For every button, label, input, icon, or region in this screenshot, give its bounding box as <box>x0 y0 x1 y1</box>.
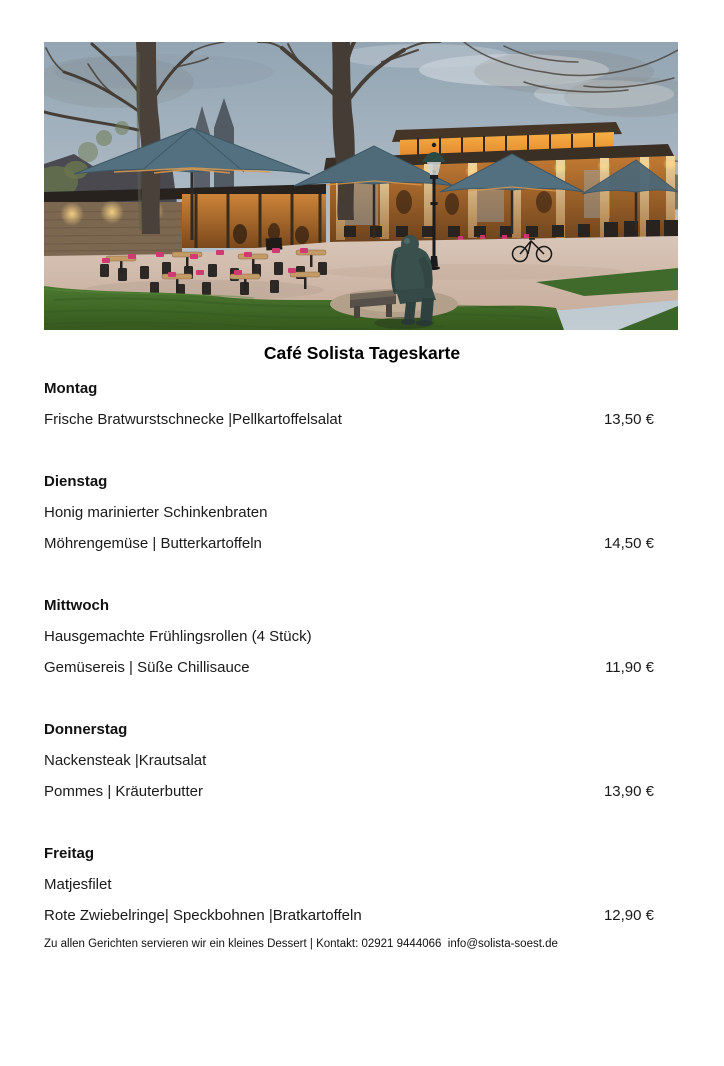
dish-text: Honig marinierter Schinkenbraten <box>44 504 268 521</box>
menu-day-section <box>44 590 654 683</box>
dish-text: Nackensteak |Krautsalat <box>44 752 207 769</box>
day-heading: Mittwoch <box>44 597 109 614</box>
dish-price: 13,50 € <box>603 411 654 428</box>
dish-text: Matjesfilet <box>44 876 112 893</box>
stone-wall-pavilion <box>44 184 326 256</box>
menu-item-row <box>44 621 654 652</box>
menu-day-section <box>44 714 654 807</box>
dish-price: 11,90 € <box>605 659 654 676</box>
dish-price: 14,50 € <box>603 535 654 552</box>
menu-item-row <box>44 497 654 528</box>
dish-text: Rote Zwiebelringe| Speckbohnen |Bratkartoffeln <box>44 907 362 924</box>
dish-text: Pommes | Kräuterbutter <box>44 783 203 800</box>
menu-page <box>0 42 724 952</box>
menu-item-row <box>44 528 654 559</box>
dish-text: Hausgemachte Frühlingsrollen (4 Stück) <box>44 628 312 645</box>
day-heading: Montag <box>44 380 98 397</box>
menu-day-section <box>44 373 654 435</box>
footer-note: Zu allen Gerichten servieren wir ein kleines Dessert | Kontakt: 02921 9444066 info@solista-soest.de <box>44 938 558 950</box>
menu-item-row <box>44 404 654 435</box>
menu-item-row <box>44 652 654 683</box>
dish-price: 13,90 € <box>603 783 654 800</box>
menu-item-row <box>44 869 654 900</box>
dish-text: Möhrengemüse | Butterkartoffeln <box>44 535 262 552</box>
cafe-photo-scene <box>44 42 678 330</box>
menu-day-section <box>44 838 654 931</box>
day-heading: Donnerstag <box>44 721 128 738</box>
menu <box>44 373 654 931</box>
menu-item-row <box>44 900 654 931</box>
cafe-photo <box>44 42 678 330</box>
page-title: Café Solista Tageskarte <box>263 343 461 363</box>
menu-item-row <box>44 745 654 776</box>
dish-price: 12,90 € <box>603 907 654 924</box>
menu-day-section <box>44 466 654 559</box>
day-heading: Freitag <box>44 845 95 862</box>
dish-text: Frische Bratwurstschnecke |Pellkartoffelsalat <box>44 411 342 428</box>
menu-item-row <box>44 776 654 807</box>
day-heading: Dienstag <box>44 473 108 490</box>
dish-text: Gemüsereis | Süße Chillisauce <box>44 659 250 676</box>
